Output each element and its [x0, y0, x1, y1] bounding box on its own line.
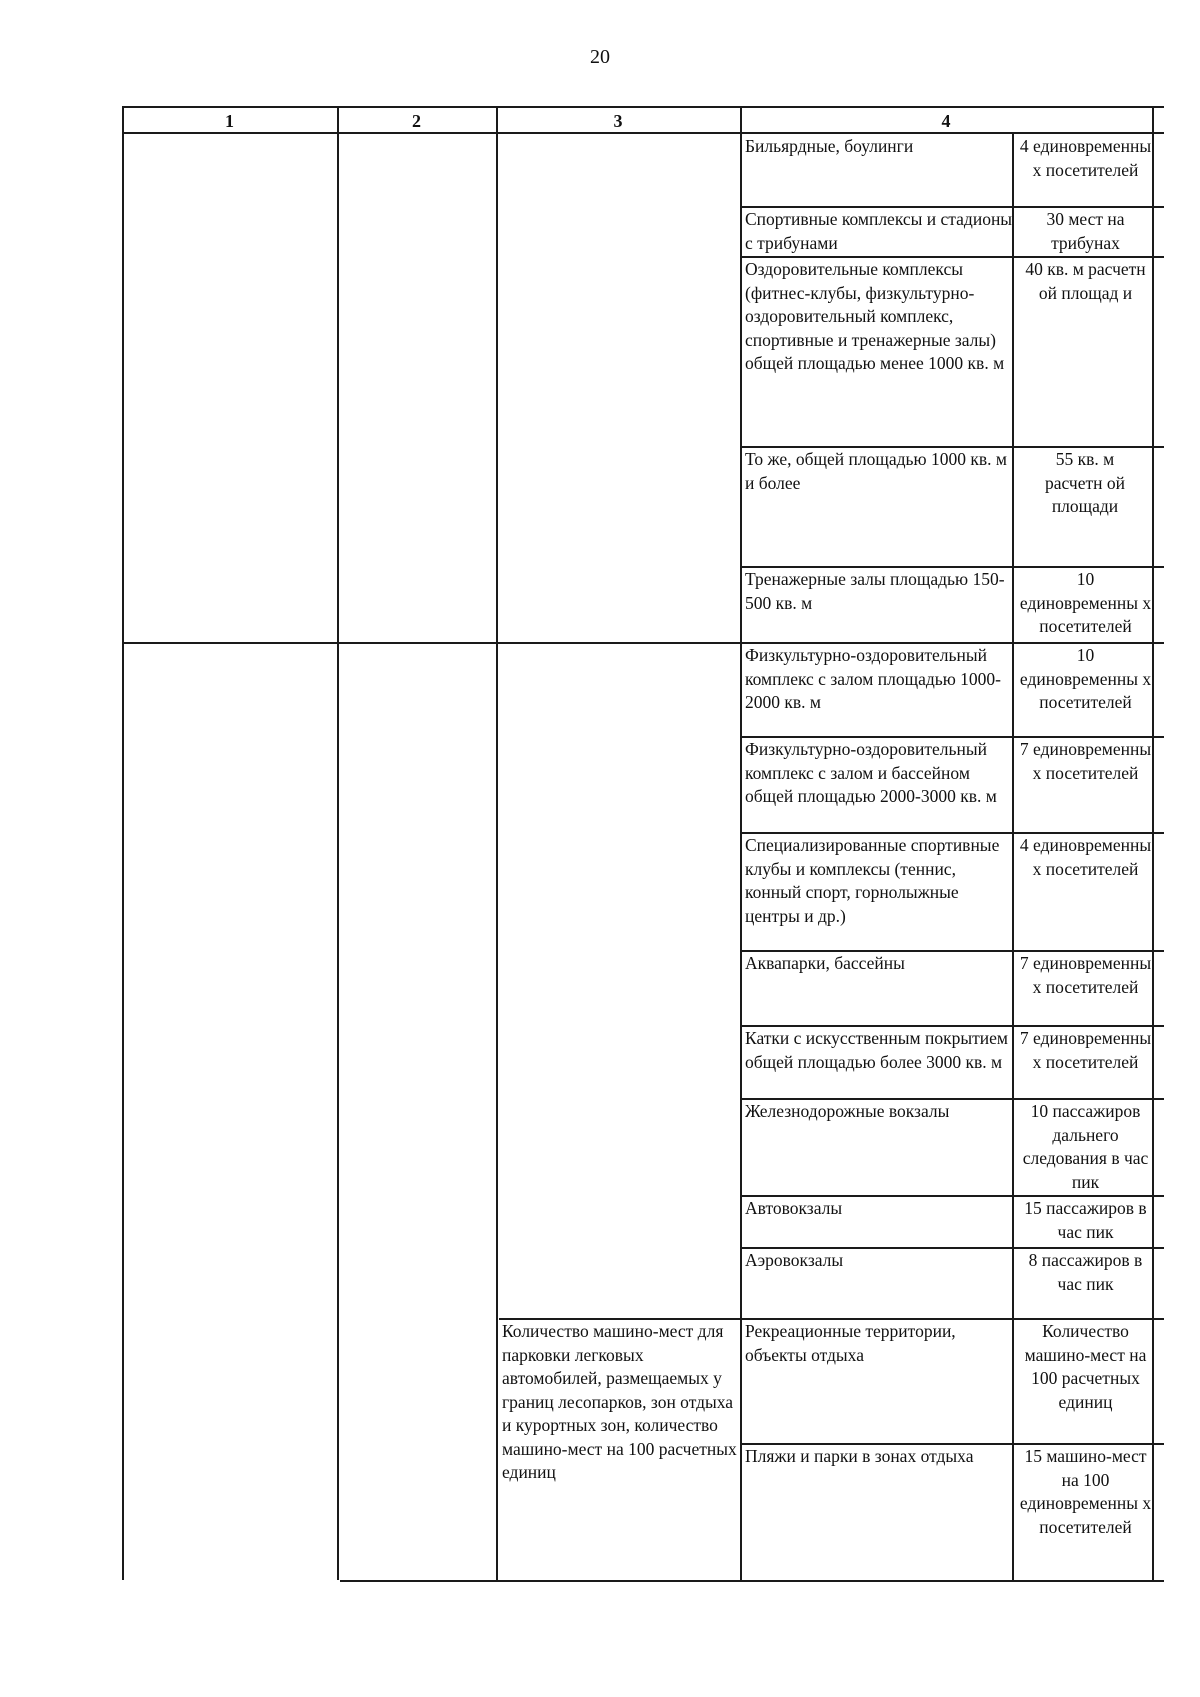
col-divider: [337, 106, 339, 1580]
table-top-border: [122, 106, 1164, 108]
header-bottom-border: [122, 132, 1164, 134]
norm-cell: 7 единовременны х посетителей: [1019, 953, 1152, 997]
norm-cell: 15 пассажиров в час пик: [1024, 1198, 1147, 1242]
parking-indicator-cell: Количество машино-мест для парковки легковых автомобилей, размещаемых у границ лесопарков, зон отдыха и курортных зон, количество машино-мест на 100 расчетных единиц: [502, 1321, 737, 1482]
norm-cell: 10 единовременны х посетителей: [1019, 569, 1152, 636]
norm-cell: Количество машино-мест на 100 расчетных единиц: [1024, 1321, 1147, 1412]
object-cell: Аквапарки, бассейны: [745, 953, 905, 973]
norm-cell: 8 пассажиров в час пик: [1028, 1250, 1143, 1294]
header-col-2: 2: [412, 111, 421, 131]
object-cell: Катки с искусственным покрытием общей площадью более 3000 кв. м: [745, 1028, 1008, 1072]
norm-cell: 7 единовременны х посетителей: [1019, 1028, 1152, 1072]
norm-cell: 10 пассажиров дальнего следования в час пик: [1022, 1101, 1149, 1192]
header-col-3: 3: [613, 111, 623, 131]
object-cell: Рекреационные территории, объекты отдыха: [745, 1321, 956, 1365]
header-col-4: 4: [941, 111, 951, 131]
norm-cell: 55 кв. м расчетн ой площади: [1044, 449, 1125, 516]
object-cell: Оздоровительные комплексы (фитнес-клубы, физкультурно-оздоровительный комплекс, спортивные и тренажерные залы) общей площадью менее 1000 кв. м: [745, 259, 1005, 373]
norm-cell: 15 машино-мест на 100 единовременны х посетителей: [1019, 1446, 1152, 1537]
norm-cell: 40 кв. м расчетн ой площад и: [1025, 259, 1146, 303]
object-cell: То же, общей площадью 1000 кв. м и более: [745, 449, 1007, 493]
norm-cell: 7 единовременны х посетителей: [1019, 739, 1152, 783]
object-cell: Спортивные комплексы и стадионы с трибунами: [745, 209, 1013, 253]
col-divider: [496, 106, 498, 1580]
object-cell: Тренажерные залы площадью 150-500 кв. м: [745, 569, 1005, 613]
object-cell: Специализированные спортивные клубы и комплексы (теннис, конный спорт, горнолыжные центры и др.): [745, 835, 1000, 926]
header-col-1: 1: [225, 111, 234, 131]
norm-cell: 4 единовременны х посетителей: [1019, 835, 1152, 879]
norm-cell: 30 мест на трибунах: [1046, 209, 1125, 253]
norm-cell: 4 единовременны х посетителей: [1019, 136, 1152, 180]
object-cell: Физкультурно-оздоровительный комплекс с залом и бассейном общей площадью 2000-3000 кв. м: [745, 739, 997, 806]
object-cell: Аэровокзалы: [745, 1250, 844, 1270]
object-cell: Физкультурно-оздоровительный комплекс с залом площадью 1000-2000 кв. м: [745, 645, 1002, 712]
norm-cell: 10 единовременны х посетителей: [1019, 645, 1152, 712]
object-cell: Пляжи и парки в зонах отдыха: [745, 1446, 974, 1466]
page-number: 20: [590, 46, 610, 68]
object-cell: Железнодорожные вокзалы: [745, 1101, 950, 1121]
table-bottom-border: [340, 1580, 1164, 1582]
object-cell: Автовокзалы: [745, 1198, 843, 1218]
object-cell: Бильярдные, боулинги: [745, 136, 914, 156]
left-border: [122, 106, 124, 1580]
